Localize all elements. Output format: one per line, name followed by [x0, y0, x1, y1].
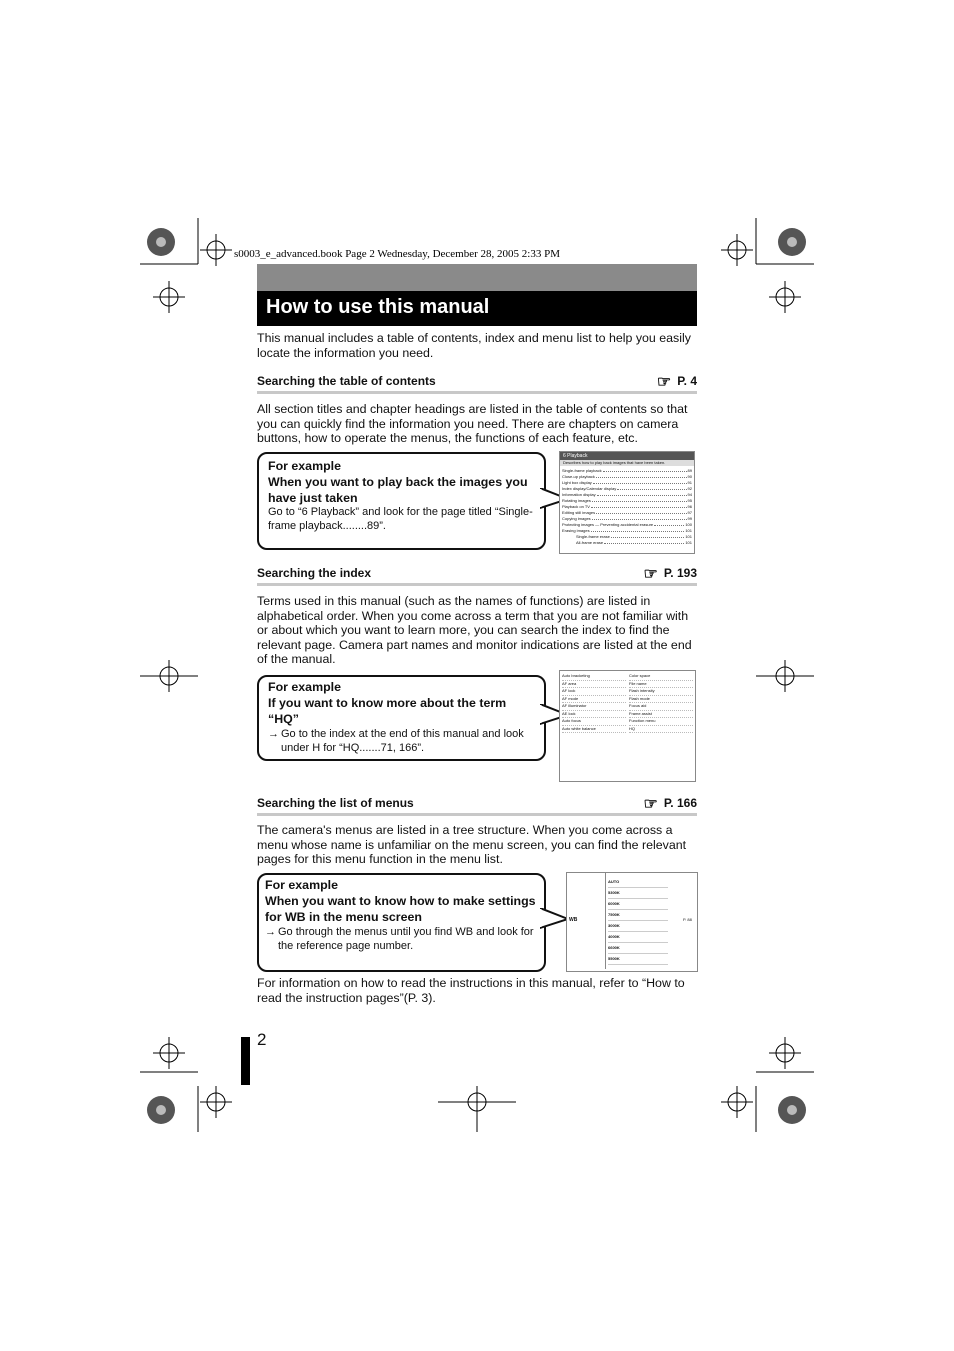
toc-thumb-entry-page: 99: [687, 516, 692, 521]
toc-thumb-sub: Describes how to play back images that have been taken.: [560, 460, 694, 466]
section-rule: [257, 583, 697, 586]
section-body-index: Terms used in this manual (such as the names of functions) are listed in alphabetical order. When you come across a term that you are not familiar with or about which you want to learn more, you can search the index to find the relevant page. Camera part names and monitor indications are listed at the end of the manual.: [257, 594, 692, 666]
toc-thumb-entry-title: Erasing images: [562, 528, 590, 533]
section-rule: [257, 813, 697, 816]
menu-thumb-ref: P. 88: [683, 917, 692, 922]
toc-thumb-leader: [603, 468, 687, 472]
toc-thumb-entry-title: Copying images: [562, 516, 591, 521]
toc-thumbnail: [559, 451, 695, 554]
section-title-index: Searching the index: [257, 566, 372, 580]
book-slug: s0003_e_advanced.book Page 2 Wednesday, December 28, 2005 2:33 PM: [234, 248, 560, 260]
example-callout-index: [257, 675, 546, 761]
pointing-hand-icon: ☞: [656, 374, 672, 391]
index-thumb-entry: AF lock: [562, 688, 626, 696]
index-thumb-entry: Flash intensity: [629, 688, 693, 696]
menu-thumb-options: [608, 877, 668, 965]
menu-thumb-option: 5300K: [608, 888, 668, 899]
menu-thumb-option: 7500K: [608, 910, 668, 921]
section-body-toc: All section titles and chapter headings are listed in the table of contents so that you can quickly find the information you need. There are chapters on camera buttons, how to operate the menus, the functions of each feature, etc.: [257, 402, 688, 445]
toc-thumb-entry-page: 91: [687, 480, 692, 485]
toc-thumb-leader: [593, 480, 687, 484]
toc-thumb-leader: [596, 474, 687, 478]
ref-page: P. 193: [663, 566, 697, 580]
example-label: For example: [268, 459, 341, 473]
example-label: For example: [268, 680, 341, 694]
toc-thumb-entry-title: Close-up playback: [562, 474, 595, 479]
index-thumb-right: [629, 673, 693, 733]
menu-thumb-root: WB: [569, 917, 578, 923]
example-answer-row: [268, 728, 535, 755]
page-number: 2: [257, 1030, 267, 1049]
toc-thumb-entry-page: 90: [687, 474, 692, 479]
toc-thumb-entry-page: 95: [687, 498, 692, 503]
example-question: If you want to know more about the term “HQ”: [268, 696, 507, 726]
example-question: When you want to play back the images you have just taken: [268, 475, 528, 505]
toc-thumb-entry-page: 89: [687, 468, 692, 473]
index-thumb-entry: Function menu: [629, 718, 693, 726]
toc-thumb-entry-title: Index display/Calendar display: [562, 486, 617, 491]
index-thumbnail: [559, 670, 696, 782]
index-thumb-entry: Color space: [629, 673, 693, 681]
example-answer: Go to the index at the end of this manual and look under H for “HQ.......71, 166”.: [281, 728, 524, 754]
example-question: When you want to know how to make settings for WB in the menu screen: [265, 894, 536, 924]
toc-thumb-entry-page: 92: [687, 486, 692, 491]
pointing-hand-icon: ☞: [643, 796, 658, 813]
toc-thumb-header: 6 Playback: [560, 452, 694, 460]
menu-thumb-divider: [605, 873, 606, 969]
index-thumb-entry: AF area: [562, 681, 626, 689]
toc-thumb-entry-page: 94: [687, 492, 692, 497]
index-thumb-entry: AF mode: [562, 696, 626, 704]
section-ref-toc: [600, 372, 697, 392]
toc-thumb-leader: [591, 504, 687, 508]
toc-thumb-entry-title: Editing still images: [562, 510, 596, 515]
index-thumb-entry: Auto bracketing: [562, 673, 626, 681]
toc-thumb-list: [560, 466, 694, 546]
example-callout-toc: [257, 452, 546, 550]
toc-thumb-leader: [596, 510, 686, 514]
toc-thumb-leader: [604, 540, 684, 544]
index-thumb-entry: Auto focus: [562, 718, 626, 726]
closing-paragraph: For information on how to read the instructions in this manual, refer to “How to read the instruction pages”(P. 3).: [257, 976, 685, 1005]
toc-thumb-leader: [617, 486, 686, 490]
toc-thumb-leader: [597, 492, 687, 496]
example-label: For example: [265, 878, 338, 892]
example-answer-row: [265, 926, 538, 953]
index-thumb-entry: Flash mode: [629, 696, 693, 704]
toc-thumb-entry-title: Information display: [562, 492, 596, 497]
toc-thumb-leader: [592, 516, 687, 520]
example-callout-menus: [257, 873, 546, 972]
toc-thumb-entry-title: Single-frame playback: [562, 468, 602, 473]
toc-thumb-leader: [611, 534, 685, 538]
toc-thumb-entry-title: Playback on TV: [562, 504, 590, 509]
arrow-icon: →: [268, 728, 279, 740]
index-thumb-entry: Frame assist: [629, 711, 693, 719]
index-thumb-entry: Auto white balance: [562, 726, 626, 734]
intro-paragraph: This manual includes a table of contents, index and menu list to help you easily locate the information you need.: [257, 331, 691, 360]
toc-thumb-entry-page: 101: [685, 540, 692, 545]
arrow-icon: →: [265, 926, 276, 938]
toc-thumb-entry-page: 96: [687, 504, 692, 509]
section-ref-index: [600, 564, 697, 584]
index-thumb-entry: Focus aid: [629, 703, 693, 711]
page-tab-bar: [241, 1037, 250, 1085]
toc-thumb-entry-title: Rotating images: [562, 498, 591, 503]
index-thumb-entry: AF illuminator: [562, 703, 626, 711]
section-ref-menus: [600, 794, 697, 814]
toc-thumb-entry-page: 101: [685, 534, 692, 539]
toc-thumb-entry-title: Single-frame erase: [576, 534, 610, 539]
menu-thumb-option: 4000K: [608, 932, 668, 943]
menu-thumb-option: 5500K: [608, 954, 668, 965]
ref-page: P. 166: [663, 796, 697, 810]
menu-thumbnail: [566, 872, 698, 972]
section-rule: [257, 391, 697, 394]
menu-thumb-option: 6600K: [608, 943, 668, 954]
section-body-menus: The camera's menus are listed in a tree structure. When you come across a menu whose name is unfamiliar on the menu screen, you can find the relevant pages for this menu function in the menu list.: [257, 823, 687, 866]
index-thumb-entry: HQ: [629, 726, 693, 734]
toc-thumb-leader: [654, 522, 684, 526]
ref-page: P. 4: [677, 374, 697, 388]
toc-thumb-entry-title: Protecting images — Preventing accidental erasure: [562, 522, 654, 527]
toc-thumb-entry: [562, 540, 692, 546]
toc-thumb-entry-page: 100: [685, 522, 692, 527]
index-thumb-left: [562, 673, 626, 733]
index-thumb-entry: File name: [629, 681, 693, 689]
menu-thumb-option: 3000K: [608, 921, 668, 932]
page-title: How to use this manual: [266, 296, 490, 318]
title-band-top: [257, 264, 697, 291]
section-title-toc: Searching the table of contents: [257, 374, 436, 388]
toc-thumb-entry-title: All-frame erase: [576, 540, 604, 545]
section-title-menus: Searching the list of menus: [257, 796, 414, 810]
toc-thumb-entry-page: 97: [687, 510, 692, 515]
index-thumb-entry: AE lock: [562, 711, 626, 719]
toc-thumb-leader: [591, 528, 685, 532]
example-answer: Go to “6 Playback” and look for the page titled “Single-frame playback........89”.: [268, 506, 533, 532]
menu-thumb-option: AUTO: [608, 877, 668, 888]
pointing-hand-icon: ☞: [643, 566, 658, 583]
toc-thumb-entry-page: 101: [685, 528, 692, 533]
toc-thumb-entry-title: Light box display: [562, 480, 592, 485]
toc-thumb-leader: [592, 498, 687, 502]
menu-thumb-option: 6000K: [608, 899, 668, 910]
example-answer: Go through the menus until you find WB and look for the reference page number.: [278, 926, 534, 952]
